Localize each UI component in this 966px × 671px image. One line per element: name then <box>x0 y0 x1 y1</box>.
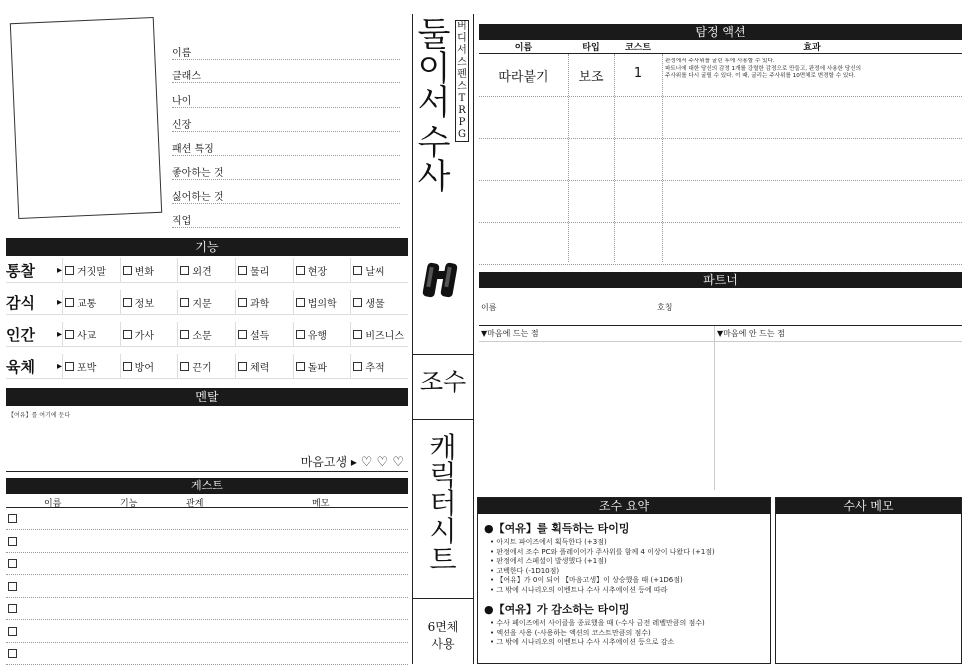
skill-category: 인간 <box>6 325 35 344</box>
guest-checkbox[interactable] <box>8 627 17 636</box>
skill-item[interactable] <box>120 322 178 346</box>
guest-col-name: 이름 <box>44 499 62 509</box>
partner-header: 파트너 <box>479 272 962 288</box>
skill-label: 추적 <box>365 362 385 374</box>
skill-item[interactable] <box>62 354 120 378</box>
profile-class-field[interactable]: 클래스 <box>172 63 400 83</box>
profile-dislikes-field[interactable]: 싫어하는 것 <box>172 184 400 204</box>
subtitle-char: P <box>458 117 466 128</box>
skill-checkbox[interactable] <box>296 266 305 275</box>
skill-label: 비즈니스 <box>365 330 404 342</box>
skill-row <box>6 258 408 283</box>
subtitle-char: 디 <box>457 33 467 44</box>
guest-col-relation: 관계 <box>186 499 204 509</box>
profile-fashion-field[interactable]: 패션 특징 <box>172 136 400 156</box>
skill-checkbox[interactable] <box>296 362 305 371</box>
summary-lose-item: • 수사 페이즈에서 사이클을 종료했을 때 (-수사 금전 레벨만큼의 점수) <box>490 619 705 627</box>
skill-category: 통찰 <box>6 261 35 280</box>
subtitle-char: 스 <box>457 57 467 68</box>
guests-header: 게스트 <box>6 478 408 494</box>
subtitle-char: T <box>458 93 466 104</box>
skill-item[interactable] <box>350 354 408 378</box>
guest-row[interactable] <box>6 531 408 553</box>
partner-dislike-box[interactable] <box>715 326 962 490</box>
dice-note: 6면체 사용 <box>427 620 459 651</box>
profile-job-field[interactable]: 직업 <box>172 208 400 228</box>
action-row[interactable] <box>479 96 962 139</box>
subtitle-char: G <box>458 129 466 140</box>
skill-checkbox[interactable] <box>65 330 74 339</box>
skill-label: 현장 <box>307 266 328 278</box>
skill-label: 포박 <box>77 362 97 374</box>
skill-label: 정보 <box>134 298 154 310</box>
skill-item[interactable] <box>293 290 351 314</box>
memo-box[interactable] <box>775 497 962 664</box>
skill-row <box>6 354 408 379</box>
skill-arrow-icon: ▸ <box>56 328 62 340</box>
skill-label: 과학 <box>250 298 270 310</box>
skill-label: 변화 <box>134 266 154 278</box>
skill-arrow-icon: ▸ <box>56 296 62 308</box>
skill-item[interactable] <box>62 322 120 346</box>
summary-gain-item: • 고백한다 (-1D10점) <box>490 566 560 575</box>
guest-checkbox[interactable] <box>8 604 17 613</box>
summary-gain-list <box>478 538 770 595</box>
skill-checkbox[interactable] <box>353 266 362 275</box>
subtitle-char: 펜 <box>457 69 467 80</box>
guest-checkbox[interactable] <box>8 537 17 546</box>
memo-header: 수사 메모 <box>776 498 961 514</box>
skill-label: 방어 <box>134 362 154 374</box>
action-effect-line: 파트너에 대한 당신의 감정 1개를 강렬한 감정으로 만들고, 판정에 사용한 당신의 <box>665 65 862 72</box>
skill-item[interactable] <box>177 258 235 282</box>
skill-label: 법의학 <box>307 298 337 310</box>
skill-label: 날씨 <box>365 266 385 278</box>
skill-arrow-icon: ▸ <box>56 360 62 372</box>
action-row[interactable] <box>479 138 962 181</box>
skill-checkbox[interactable] <box>238 362 247 371</box>
guests-columns <box>6 494 408 508</box>
middle-column <box>412 14 474 664</box>
guest-col-memo: 메모 <box>312 499 330 509</box>
skill-label: 체력 <box>250 362 270 374</box>
action-effect-line: 판정에서 주사위를 굴린 후에 사용할 수 있다. <box>665 58 775 64</box>
subtitle-char: 스 <box>457 81 467 92</box>
skill-item[interactable] <box>120 354 178 378</box>
action-row[interactable] <box>479 54 962 97</box>
summary-header: 조수 요약 <box>478 498 770 514</box>
heart-label: 마음고생 ▸ <box>300 455 357 469</box>
actions-header: 탐정 액션 <box>479 24 962 40</box>
skill-checkbox[interactable] <box>180 298 189 307</box>
skill-checkbox[interactable] <box>65 266 74 275</box>
assistant-label: 조수 <box>419 368 467 396</box>
action-col-effect: 효과 <box>662 40 962 54</box>
summary-lose-list <box>478 619 770 648</box>
partner-like-box[interactable] <box>479 326 715 490</box>
partner-dislike-label: ▼마음에 안 드는 점 <box>715 326 962 342</box>
action-effect-line: 주사위를 다시 굴릴 수 있다. 이 때, 굴리는 주사위를 10면체로 변경할 수 있다. <box>665 73 856 79</box>
guest-row[interactable] <box>6 508 408 530</box>
skill-item[interactable] <box>177 322 235 346</box>
skill-label: 사교 <box>77 330 97 342</box>
skill-checkbox[interactable] <box>238 266 247 275</box>
skill-item[interactable] <box>235 290 293 314</box>
summary-lose-item: • 액션을 사용 (-사용하는 액션의 코스트만큼의 점수) <box>490 628 651 637</box>
guest-row[interactable] <box>6 621 408 643</box>
skill-checkbox[interactable] <box>65 362 74 371</box>
heart-track <box>301 453 404 470</box>
skill-row <box>6 322 408 347</box>
skill-item[interactable] <box>350 290 408 314</box>
skill-checkbox[interactable] <box>123 298 132 307</box>
partner-like-label: ▼마음에 드는 점 <box>479 326 714 342</box>
main-title: 둘 이 서 수 사 <box>417 15 451 197</box>
profile-height-field[interactable]: 신장 <box>172 112 400 132</box>
partner-info[interactable] <box>479 288 962 326</box>
subtitle-char: R <box>458 105 466 116</box>
skill-label: 교통 <box>77 298 97 310</box>
skill-item[interactable] <box>235 322 293 346</box>
summary-gain-item: • 【여유】가 0이 되어 【마음고생】이 상승했을 때 (+1D6점) <box>490 576 683 584</box>
subtitle-char: 버 <box>457 21 467 32</box>
guest-row[interactable] <box>6 576 408 598</box>
skill-checkbox[interactable] <box>238 330 247 339</box>
skill-checkbox[interactable] <box>180 330 189 339</box>
partner-name-label: 이름 <box>481 303 497 312</box>
mental-header: 멘탈 <box>6 388 408 406</box>
summary-lose-item: • 그 밖에 시나리오의 이벤트나 수사 시추에이션 등으로 감소 <box>490 638 675 646</box>
profile-name-field[interactable]: 이름 <box>172 40 400 60</box>
guest-col-skill: 기능 <box>120 499 138 509</box>
skill-checkbox[interactable] <box>296 330 305 339</box>
skill-arrow-icon: ▸ <box>56 264 62 276</box>
skill-label: 설득 <box>250 330 270 342</box>
portrait-frame[interactable] <box>10 17 162 219</box>
action-type: 보조 <box>578 70 604 85</box>
skill-row <box>6 290 408 315</box>
sheet-title: 캐 릭 터 시 트 <box>429 431 457 576</box>
partner-call-label: 호칭 <box>657 303 673 312</box>
skill-label: 가사 <box>134 330 154 342</box>
skill-checkbox[interactable] <box>123 266 132 275</box>
skill-label: 지문 <box>192 298 212 310</box>
summary-gain-item: • 판정에서 스페셜이 발생했다 (+1점) <box>490 557 607 565</box>
skill-item[interactable] <box>235 258 293 282</box>
skill-checkbox[interactable] <box>123 362 132 371</box>
skill-item[interactable] <box>350 258 408 282</box>
summary-box <box>477 497 771 664</box>
action-col-type: 타입 <box>568 40 614 54</box>
profile-age-field[interactable]: 나이 <box>172 88 400 108</box>
guest-row[interactable] <box>6 553 408 575</box>
guest-row[interactable] <box>6 598 408 620</box>
summary-gain-item: • 판정에서 조수 PC와 플레이어가 주사위를 함께 4 이상이 나왔다 (+1점) <box>490 547 715 556</box>
skill-checkbox[interactable] <box>238 298 247 307</box>
skill-item[interactable] <box>177 290 235 314</box>
skill-checkbox[interactable] <box>180 266 189 275</box>
action-row[interactable] <box>479 222 962 265</box>
skill-category: 감식 <box>6 293 35 312</box>
guest-checkbox[interactable] <box>8 559 17 568</box>
skill-item[interactable] <box>62 290 120 314</box>
skill-label: 끈기 <box>192 362 212 374</box>
action-name: 따라붙기 <box>498 70 549 85</box>
subtitle-vertical <box>455 20 469 142</box>
skill-item[interactable] <box>235 354 293 378</box>
skills-header: 기능 <box>6 238 408 256</box>
heart-checkboxes[interactable]: ♡ ♡ ♡ <box>360 455 404 470</box>
skill-label: 유행 <box>307 330 328 342</box>
summary-gain-item: • 그 밖에 시나리오의 이벤트나 수사 시추에이션 등에 따라 <box>490 585 668 594</box>
guest-checkbox[interactable] <box>8 649 17 658</box>
action-effect <box>665 58 961 81</box>
skill-item[interactable] <box>293 258 351 282</box>
guest-checkbox[interactable] <box>8 582 17 591</box>
skill-item[interactable] <box>120 258 178 282</box>
action-col-name: 이름 <box>479 40 568 54</box>
profile-likes-field[interactable]: 좋아하는 것 <box>172 160 400 180</box>
skill-label: 물리 <box>250 266 270 278</box>
skill-label: 거짓말 <box>77 266 106 278</box>
skill-label: 소문 <box>192 330 212 342</box>
skill-checkbox[interactable] <box>353 298 362 307</box>
skill-category: 육체 <box>6 357 35 376</box>
guest-checkbox[interactable] <box>8 514 17 523</box>
skill-checkbox[interactable] <box>353 362 362 371</box>
subtitle-char: 서 <box>457 45 467 56</box>
skill-checkbox[interactable] <box>296 298 305 307</box>
action-col-cost: 코스트 <box>614 40 662 54</box>
action-cost: 1 <box>633 66 643 81</box>
skill-label: 생물 <box>365 298 385 310</box>
summary-gain-item: • 아지트 파이즈에서 획득한다 (+3점) <box>490 538 607 546</box>
skill-item[interactable] <box>62 258 120 282</box>
skill-label: 외견 <box>192 266 212 278</box>
mental-note: 【여유】를 여기에 둔다 <box>8 412 71 419</box>
skill-label: 돌파 <box>307 362 328 374</box>
skill-item[interactable] <box>293 354 351 378</box>
summary-lose-heading: ●【여유】가 감소하는 타이밍 <box>484 603 630 616</box>
action-row[interactable] <box>479 180 962 223</box>
skill-checkbox[interactable] <box>353 330 362 339</box>
skill-checkbox[interactable] <box>180 362 189 371</box>
skill-checkbox[interactable] <box>123 330 132 339</box>
skill-checkbox[interactable] <box>65 298 74 307</box>
skill-item[interactable] <box>177 354 235 378</box>
binoculars-icon <box>421 259 461 303</box>
guest-row[interactable] <box>6 643 408 665</box>
summary-gain-heading: ●【여유】를 획득하는 타이밍 <box>484 522 630 535</box>
skill-item[interactable] <box>350 322 408 346</box>
skill-item[interactable] <box>120 290 178 314</box>
skill-item[interactable] <box>293 322 351 346</box>
